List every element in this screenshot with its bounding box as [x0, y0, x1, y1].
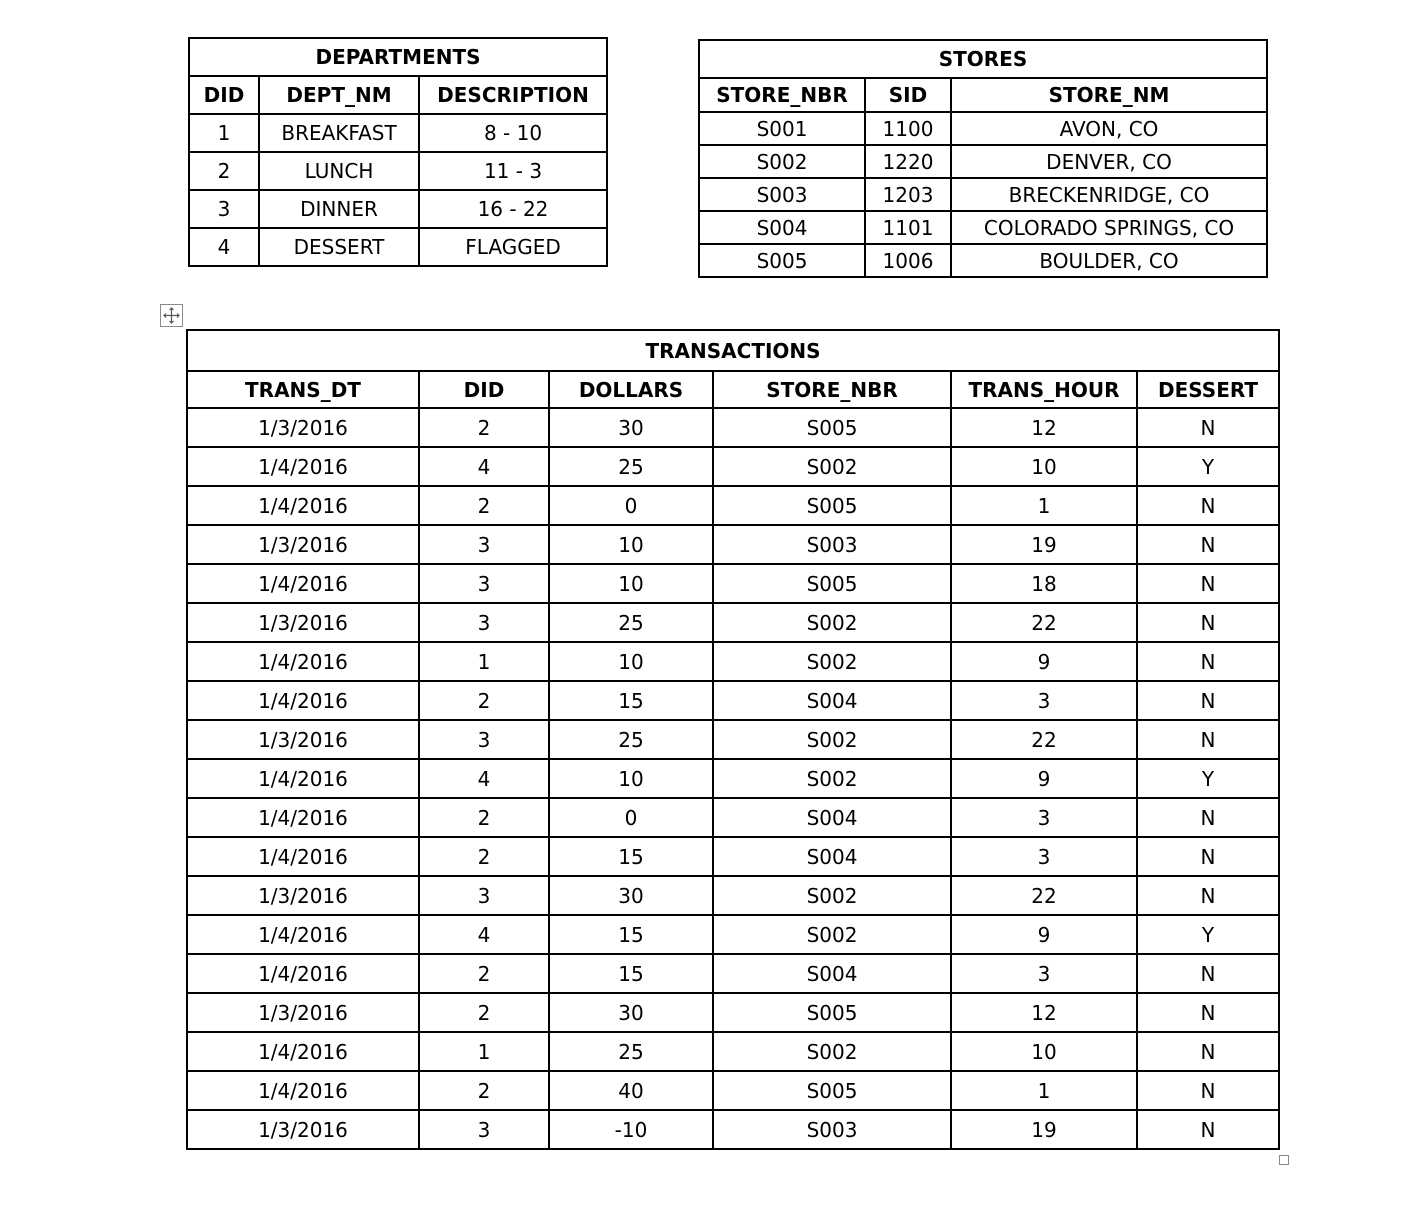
transactions-cell: 1/4/2016 [187, 447, 419, 486]
transactions-cell: S004 [713, 837, 951, 876]
transactions-cell: 30 [549, 408, 713, 447]
transactions-cell: 1 [951, 1071, 1137, 1110]
transactions-cell: 1/4/2016 [187, 1032, 419, 1071]
transactions-cell: 2 [419, 1071, 549, 1110]
transactions-header-cell: DOLLARS [549, 371, 713, 408]
transactions-cell: 10 [951, 1032, 1137, 1071]
transactions-cell: N [1137, 525, 1279, 564]
transactions-cell: 4 [419, 447, 549, 486]
stores-table [698, 39, 1268, 278]
transactions-cell: 19 [951, 1110, 1137, 1149]
transactions-cell: 0 [549, 486, 713, 525]
transactions-cell: 1/4/2016 [187, 837, 419, 876]
transactions-header-row [187, 371, 1279, 408]
transactions-cell: 25 [549, 1032, 713, 1071]
transactions-cell: N [1137, 642, 1279, 681]
transactions-cell: S002 [713, 1032, 951, 1071]
departments-title: DEPARTMENTS [189, 38, 607, 76]
transactions-cell: 25 [549, 720, 713, 759]
stores-cell: S001 [699, 112, 865, 145]
transactions-header-cell: DID [419, 371, 549, 408]
transactions-cell: N [1137, 603, 1279, 642]
departments-cell: 3 [189, 190, 259, 228]
departments-cell: 8 - 10 [419, 114, 607, 152]
transactions-cell: S005 [713, 408, 951, 447]
transactions-cell: N [1137, 564, 1279, 603]
transactions-cell: Y [1137, 447, 1279, 486]
table-resize-handle[interactable] [1279, 1155, 1289, 1165]
transactions-cell: 1/4/2016 [187, 642, 419, 681]
transactions-row [187, 954, 1279, 993]
transactions-row [187, 915, 1279, 954]
transactions-table [186, 329, 1280, 1150]
stores-cell: BOULDER, CO [951, 244, 1267, 277]
transactions-cell: S005 [713, 564, 951, 603]
transactions-cell: 25 [549, 447, 713, 486]
transactions-cell: 1/4/2016 [187, 1071, 419, 1110]
transactions-cell: S005 [713, 993, 951, 1032]
transactions-cell: N [1137, 681, 1279, 720]
transactions-cell: 1 [419, 1032, 549, 1071]
transactions-cell: 3 [951, 798, 1137, 837]
stores-cell: BRECKENRIDGE, CO [951, 178, 1267, 211]
stores-cell: 1006 [865, 244, 951, 277]
stores-cell: 1220 [865, 145, 951, 178]
departments-cell: 16 - 22 [419, 190, 607, 228]
transactions-cell: 3 [419, 603, 549, 642]
transactions-cell: 3 [419, 720, 549, 759]
stores-header-row [699, 78, 1267, 112]
transactions-cell: 1 [951, 486, 1137, 525]
transactions-cell: N [1137, 876, 1279, 915]
transactions-cell: 1/4/2016 [187, 681, 419, 720]
departments-row [189, 228, 607, 266]
transactions-cell: 1/4/2016 [187, 798, 419, 837]
transactions-cell: 30 [549, 993, 713, 1032]
stores-body [699, 40, 1267, 277]
stores-header-cell: STORE_NM [951, 78, 1267, 112]
transactions-header-cell: TRANS_DT [187, 371, 419, 408]
transactions-row [187, 564, 1279, 603]
transactions-cell: 2 [419, 486, 549, 525]
stores-cell: S004 [699, 211, 865, 244]
transactions-cell: 40 [549, 1071, 713, 1110]
transactions-header-cell: STORE_NBR [713, 371, 951, 408]
stores-cell: 1100 [865, 112, 951, 145]
transactions-cell: N [1137, 486, 1279, 525]
transactions-cell: 2 [419, 837, 549, 876]
transactions-cell: 3 [419, 1110, 549, 1149]
transactions-cell: 15 [549, 915, 713, 954]
transactions-cell: 3 [419, 876, 549, 915]
transactions-cell: 30 [549, 876, 713, 915]
transactions-cell: 2 [419, 408, 549, 447]
transactions-cell: 22 [951, 603, 1137, 642]
transactions-cell: 1/3/2016 [187, 720, 419, 759]
transactions-cell: 2 [419, 954, 549, 993]
transactions-cell: S005 [713, 1071, 951, 1110]
transactions-cell: 2 [419, 681, 549, 720]
transactions-cell: 1/4/2016 [187, 564, 419, 603]
transactions-cell: N [1137, 837, 1279, 876]
stores-cell: COLORADO SPRINGS, CO [951, 211, 1267, 244]
transactions-cell: S004 [713, 954, 951, 993]
transactions-cell: 18 [951, 564, 1137, 603]
stores-cell: S005 [699, 244, 865, 277]
departments-row [189, 152, 607, 190]
transactions-row [187, 1032, 1279, 1071]
transactions-cell: -10 [549, 1110, 713, 1149]
transactions-cell: 3 [951, 837, 1137, 876]
transactions-cell: 15 [549, 681, 713, 720]
transactions-cell: 12 [951, 993, 1137, 1032]
transactions-cell: 15 [549, 837, 713, 876]
transactions-cell: 1/4/2016 [187, 915, 419, 954]
departments-header-cell: DESCRIPTION [419, 76, 607, 114]
transactions-cell: 9 [951, 915, 1137, 954]
transactions-cell: 10 [549, 759, 713, 798]
stores-cell: AVON, CO [951, 112, 1267, 145]
transactions-cell: S004 [713, 798, 951, 837]
transactions-cell: 1/4/2016 [187, 486, 419, 525]
transactions-cell: 2 [419, 798, 549, 837]
stores-cell: DENVER, CO [951, 145, 1267, 178]
transactions-cell: 4 [419, 759, 549, 798]
transactions-header-cell: TRANS_HOUR [951, 371, 1137, 408]
departments-header-row [189, 76, 607, 114]
transactions-cell: 1/3/2016 [187, 993, 419, 1032]
transactions-cell: N [1137, 1110, 1279, 1149]
transactions-cell: N [1137, 1071, 1279, 1110]
transactions-row [187, 876, 1279, 915]
transactions-cell: 2 [419, 993, 549, 1032]
transactions-cell: Y [1137, 915, 1279, 954]
stores-row [699, 178, 1267, 211]
departments-cell: 2 [189, 152, 259, 190]
transactions-cell: 3 [419, 525, 549, 564]
transactions-cell: N [1137, 408, 1279, 447]
transactions-cell: 10 [549, 525, 713, 564]
transactions-header-cell: DESSERT [1137, 371, 1279, 408]
transactions-row [187, 525, 1279, 564]
transactions-cell: 10 [549, 642, 713, 681]
transactions-cell: 10 [951, 447, 1137, 486]
transactions-row [187, 798, 1279, 837]
transactions-cell: S004 [713, 681, 951, 720]
transactions-cell: S002 [713, 603, 951, 642]
transactions-row [187, 837, 1279, 876]
transactions-cell: S002 [713, 915, 951, 954]
transactions-cell: 1/3/2016 [187, 1110, 419, 1149]
transactions-cell: N [1137, 993, 1279, 1032]
transactions-row [187, 681, 1279, 720]
stores-cell: 1101 [865, 211, 951, 244]
transactions-cell: 22 [951, 876, 1137, 915]
transactions-cell: 10 [549, 564, 713, 603]
transactions-cell: S002 [713, 876, 951, 915]
transactions-body [187, 330, 1279, 1149]
transactions-cell: 25 [549, 603, 713, 642]
transactions-cell: 1/3/2016 [187, 876, 419, 915]
stores-row [699, 244, 1267, 277]
stores-cell: S002 [699, 145, 865, 178]
transactions-row [187, 603, 1279, 642]
transactions-cell: Y [1137, 759, 1279, 798]
departments-cell: DESSERT [259, 228, 419, 266]
transactions-cell: 1/3/2016 [187, 525, 419, 564]
departments-table [188, 37, 608, 267]
transactions-cell: 19 [951, 525, 1137, 564]
transactions-row [187, 759, 1279, 798]
transactions-cell: S002 [713, 642, 951, 681]
departments-cell: BREAKFAST [259, 114, 419, 152]
departments-header-cell: DEPT_NM [259, 76, 419, 114]
transactions-cell: 15 [549, 954, 713, 993]
transactions-cell: S005 [713, 486, 951, 525]
transactions-cell: 4 [419, 915, 549, 954]
transactions-row [187, 408, 1279, 447]
departments-header-cell: DID [189, 76, 259, 114]
transactions-cell: 9 [951, 642, 1137, 681]
stores-row [699, 112, 1267, 145]
stores-header-cell: SID [865, 78, 951, 112]
table-move-handle[interactable] [160, 304, 183, 327]
transactions-row [187, 993, 1279, 1032]
departments-cell: 1 [189, 114, 259, 152]
transactions-cell: S002 [713, 759, 951, 798]
transactions-cell: S002 [713, 720, 951, 759]
departments-row [189, 190, 607, 228]
transactions-cell: S002 [713, 447, 951, 486]
stores-header-cell: STORE_NBR [699, 78, 865, 112]
transactions-row [187, 642, 1279, 681]
transactions-row [187, 1071, 1279, 1110]
transactions-cell: N [1137, 954, 1279, 993]
transactions-cell: 1/4/2016 [187, 954, 419, 993]
transactions-cell: 22 [951, 720, 1137, 759]
transactions-cell: 12 [951, 408, 1137, 447]
transactions-cell: N [1137, 798, 1279, 837]
transactions-cell: 3 [951, 681, 1137, 720]
move-icon [161, 305, 182, 326]
transactions-cell: N [1137, 1032, 1279, 1071]
stores-cell: S003 [699, 178, 865, 211]
transactions-cell: 9 [951, 759, 1137, 798]
transactions-cell: S003 [713, 525, 951, 564]
departments-cell: LUNCH [259, 152, 419, 190]
departments-row [189, 114, 607, 152]
stores-row [699, 145, 1267, 178]
transactions-cell: 0 [549, 798, 713, 837]
transactions-cell: 1/3/2016 [187, 603, 419, 642]
transactions-cell: 3 [951, 954, 1137, 993]
transactions-cell: 1/4/2016 [187, 759, 419, 798]
transactions-row [187, 486, 1279, 525]
departments-cell: DINNER [259, 190, 419, 228]
departments-body [189, 38, 607, 266]
transactions-cell: N [1137, 720, 1279, 759]
stores-title: STORES [699, 40, 1267, 78]
transactions-cell: S003 [713, 1110, 951, 1149]
transactions-cell: 3 [419, 564, 549, 603]
stores-row [699, 211, 1267, 244]
departments-cell: FLAGGED [419, 228, 607, 266]
transactions-row [187, 720, 1279, 759]
stores-cell: 1203 [865, 178, 951, 211]
transactions-row [187, 447, 1279, 486]
departments-cell: 11 - 3 [419, 152, 607, 190]
departments-cell: 4 [189, 228, 259, 266]
transactions-title: TRANSACTIONS [187, 330, 1279, 371]
transactions-cell: 1 [419, 642, 549, 681]
transactions-cell: 1/3/2016 [187, 408, 419, 447]
transactions-row [187, 1110, 1279, 1149]
